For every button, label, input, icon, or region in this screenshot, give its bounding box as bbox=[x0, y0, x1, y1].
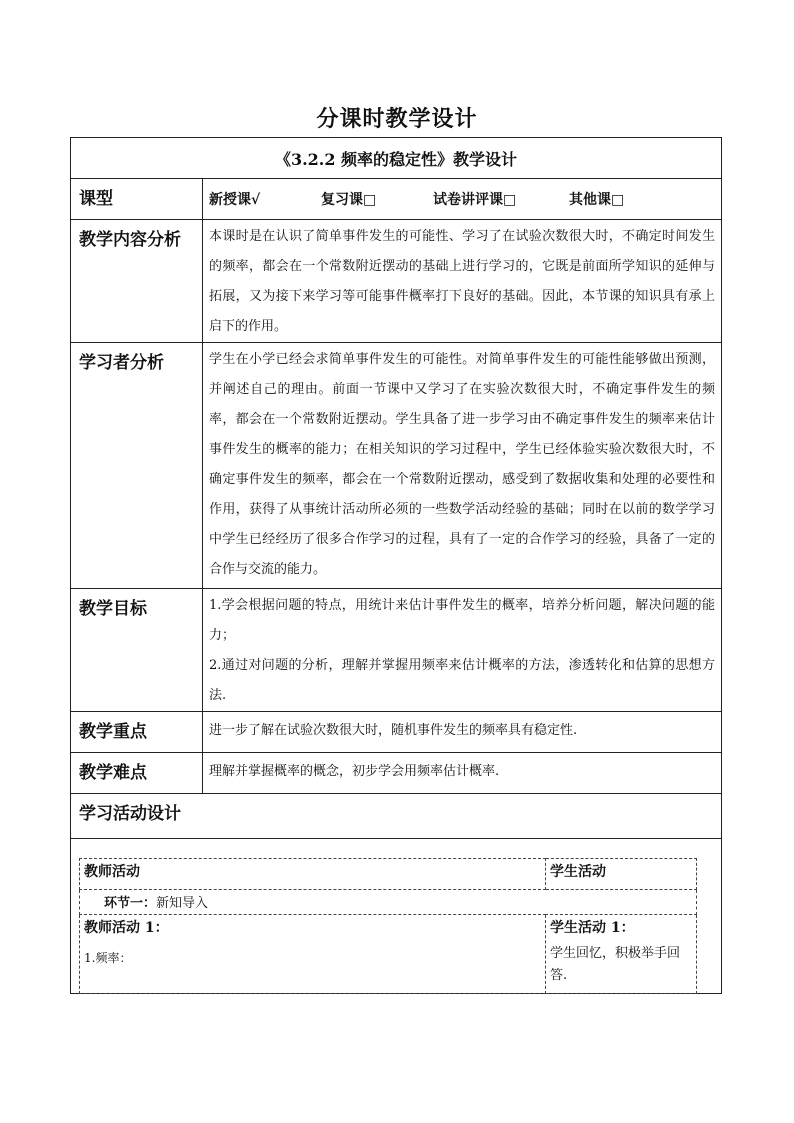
activity-design-row bbox=[71, 794, 722, 839]
teaching-difficulty-text: 理解并掌握概率的概念，初步学会用频率估计概率. bbox=[209, 764, 500, 779]
activity-detail-row bbox=[71, 839, 722, 994]
goal-item: 2.通过对问题的分析，理解并掌握用频率来估计概率的方法，渗透转化和估算的思想方法. bbox=[209, 658, 715, 703]
section-title: 新知导入 bbox=[156, 896, 209, 911]
goal-item: 1.学会根据问题的特点，用统计来估计事件发生的概率，培养分析问题，解决问题的能力； bbox=[209, 598, 715, 643]
content-analysis-row bbox=[71, 220, 722, 343]
section-row bbox=[80, 890, 697, 915]
student-activity-title: 学生活动 1： bbox=[550, 920, 635, 936]
teaching-focus-row bbox=[71, 712, 722, 753]
content-analysis-label: 教学内容分析 bbox=[79, 230, 181, 250]
teacher-activity-title: 教师活动 1： bbox=[84, 920, 169, 936]
lesson-title-row bbox=[71, 138, 722, 179]
learner-analysis-label: 学习者分析 bbox=[79, 353, 164, 373]
student-activity-text: 学生回忆，积极举手回答. bbox=[550, 946, 681, 983]
type-option-review[interactable]: 复习课□ bbox=[321, 192, 377, 208]
teaching-focus-text: 进一步了解在试验次数很大时，随机事件发生的频率具有稳定性. bbox=[209, 723, 578, 738]
teaching-goals-row bbox=[71, 589, 722, 712]
teaching-focus-label: 教学重点 bbox=[79, 722, 147, 742]
activity-header-row bbox=[80, 859, 697, 890]
teaching-difficulty-row bbox=[71, 753, 722, 794]
teaching-goals-list bbox=[203, 589, 721, 711]
lesson-type-label: 课型 bbox=[79, 189, 113, 209]
activity-design-label: 学习活动设计 bbox=[79, 804, 181, 824]
learner-analysis-row bbox=[71, 343, 722, 589]
activity-body-row bbox=[80, 915, 697, 994]
student-activity-header: 学生活动 bbox=[546, 859, 697, 890]
teacher-activity-text: 1.频率： bbox=[84, 951, 132, 965]
section-name: 环节一： bbox=[104, 896, 157, 911]
lesson-plan-table bbox=[70, 137, 722, 994]
document-title: 分课时教学设计 bbox=[316, 106, 478, 132]
lesson-type-options bbox=[203, 179, 721, 209]
lesson-type-row bbox=[71, 179, 722, 220]
type-option-other[interactable]: 其他课□ bbox=[569, 192, 625, 208]
teacher-activity-header: 教师活动 bbox=[80, 859, 546, 890]
type-option-exam-review[interactable]: 试卷讲评课□ bbox=[433, 192, 517, 208]
content-analysis-text: 本课时是在认识了简单事件发生的可能性、学习了在试验次数很大时，不确定时间发生的频率，都会在一个常数附近摆动的基础上进行学习的，它既是前面所学知识的延伸与拓展，又为接下来学习等可能事件概率打下良好的基础。因此，本节课的知识具有承上启下的作用。 bbox=[209, 229, 715, 334]
activity-table bbox=[79, 858, 697, 994]
teaching-goals-label: 教学目标 bbox=[79, 599, 147, 619]
lesson-title: 《3.2.2 频率的稳定性》教学设计 bbox=[71, 138, 722, 179]
teaching-difficulty-label: 教学难点 bbox=[79, 763, 147, 783]
learner-analysis-text: 学生在小学已经会求简单事件发生的可能性。对简单事件发生的可能性能够做出预测，并阐述自己的理由。前面一节课中又学习了在实验次数很大时，不确定事件发生的频率，都会在一个常数附近摆动。学生具备了进一步学习由不确定事件发生的频率来估计事件发生的概率的能力；在相关知识的学习过程中，学生已经体验实验次数很大时，不确定事件发生的频率，都会在一个常数附近摆动，感受到了数据收集和处理的必要性和作用，获得了从事统计活动所必须的一些数学活动经验的基础；同时在以前的数学学习中学生已经经历了很多合作学习的过程，具有了一定的合作学习的经验，具备了一定的合作与交流的能力。 bbox=[209, 352, 715, 577]
type-option-new[interactable]: 新授课√ bbox=[209, 192, 261, 208]
